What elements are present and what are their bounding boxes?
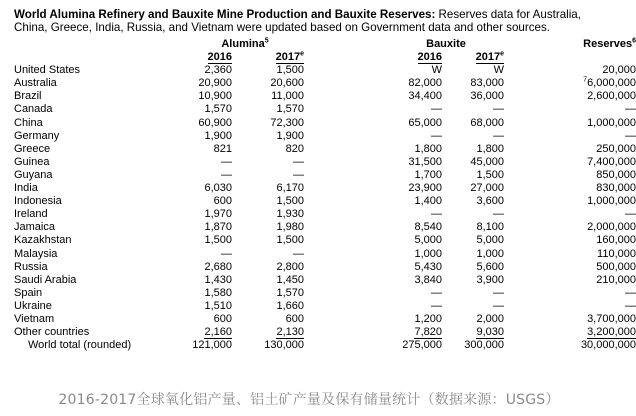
table-row [14, 130, 636, 143]
alumina-2017-cell: 20,600 [270, 77, 304, 90]
table-row [14, 169, 636, 182]
country-cell: India [14, 182, 38, 195]
alumina-2016-cell: 10,900 [198, 90, 232, 103]
table-row [14, 300, 636, 313]
country-cell: Guyana [14, 168, 53, 181]
bauxite-2017-cell: 27,000 [470, 182, 504, 195]
bauxite-2017-cell: — [493, 208, 504, 221]
bauxite-2017-cell: 3,900 [476, 273, 504, 286]
table-row [14, 103, 636, 116]
production-table [14, 38, 636, 352]
alumina-2016-cell: 1,510 [204, 299, 232, 312]
country-cell: Guinea [14, 155, 50, 168]
reserves-cell: 160,000 [596, 234, 636, 247]
alumina-2017-cell: 1,930 [276, 208, 304, 221]
document-page [14, 8, 636, 352]
country-cell: Indonesia [14, 195, 62, 208]
bauxite-2016-cell: 1,200 [414, 312, 442, 325]
alumina-2017-cell: — [293, 155, 304, 168]
reserves-header: Reserves$^6$ [583, 37, 636, 50]
country-cell: Vietnam [14, 312, 55, 325]
table-row [14, 64, 636, 77]
alumina-2017-cell: 1,500 [276, 234, 304, 247]
country-cell: Ukraine [14, 299, 52, 312]
reserves-cell: 20,000 [602, 64, 636, 77]
alumina-2016-header: 2016 [207, 51, 232, 64]
bauxite-2016-cell: 1,400 [414, 195, 442, 208]
bauxite-2016-cell: W [431, 64, 442, 77]
table-row [14, 182, 636, 195]
intro-text-line1: Reserves data for Australia, [435, 8, 581, 21]
bauxite-2016-cell: 1,000 [414, 247, 442, 260]
table-row [14, 77, 636, 90]
country-cell: Spain [14, 286, 43, 299]
alumina-2016-cell: 2,680 [204, 260, 232, 273]
table-row [14, 221, 636, 234]
bauxite-2016-cell: — [431, 286, 442, 299]
bauxite-2016-cell: 3,840 [414, 273, 442, 286]
figure-caption: 2016-2017全球氧化铝产量、铝土矿产量及保有储量统计（数据来源：USGS） [58, 392, 560, 408]
bauxite-2016-cell: 82,000 [408, 77, 442, 90]
alumina-2017-cell: 820 [285, 142, 304, 155]
alumina-2017-cell: 2,130 [276, 326, 304, 339]
alumina-2017-cell: 11,000 [271, 90, 304, 103]
alumina-2017-cell: 1,980 [276, 221, 304, 234]
country-cell: Other countries [14, 326, 90, 339]
table-row [14, 248, 636, 261]
alumina-2016-cell: 1,430 [204, 273, 232, 286]
country-cell: Germany [14, 129, 60, 142]
reserves-cell: — [625, 286, 636, 299]
alumina-2016-cell: — [221, 247, 232, 260]
alumina-2016-cell: 60,900 [198, 116, 232, 129]
alumina-2017-cell: 1,500 [276, 64, 304, 77]
bauxite-2017-cell: 36,000 [470, 90, 504, 103]
bauxite-2016-cell: 1,700 [414, 168, 442, 181]
alumina-2017-cell: 1,500 [276, 195, 304, 208]
table-row [14, 195, 636, 208]
alumina-2016-cell: 600 [213, 312, 232, 325]
bauxite-2017-header: 2017e [475, 50, 504, 64]
reserves-cell: — [625, 208, 636, 221]
bauxite-2016-cell: 5,430 [414, 260, 442, 273]
table-row [14, 261, 636, 274]
country-cell: United States [14, 64, 81, 77]
alumina-2017-cell: 600 [285, 312, 304, 325]
table-row [14, 90, 636, 103]
table-row [14, 143, 636, 156]
alumina-2017-cell: 1,900 [276, 129, 304, 142]
reserves-footnote-marker: 7 [583, 76, 588, 84]
reserves-cell: 1,000,000 [587, 195, 636, 208]
table-row [14, 234, 636, 247]
table-row [14, 156, 636, 169]
bauxite-2017-cell: 5,600 [476, 260, 504, 273]
bauxite-2016-cell: 34,400 [408, 90, 442, 103]
intro-text-line2: China, Greece, India, Russia, and Vietnam were updated based on Government data and other sources. [14, 21, 551, 34]
reserves-cell: 830,000 [596, 182, 636, 195]
alumina-2017-cell: 6,170 [276, 182, 304, 195]
bauxite-2017-cell: 45,000 [470, 155, 504, 168]
bauxite-2016-cell: 65,000 [408, 116, 442, 129]
table-row [14, 208, 636, 221]
alumina-2017-cell: 2,800 [276, 260, 304, 273]
reserves-cell: 2,000,000 [587, 221, 636, 234]
country-cell: Jamaica [14, 221, 55, 234]
bauxite-2017-cell: 5,000 [476, 234, 504, 247]
bauxite-2016-cell: 5,000 [414, 234, 442, 247]
country-cell: Australia [14, 77, 57, 90]
total-reserves: 30,000,000 [580, 339, 636, 352]
alumina-2016-cell: 2,160 [204, 326, 232, 339]
table-row [14, 117, 636, 130]
bauxite-2017-cell: 3,600 [476, 195, 504, 208]
total-bauxite-2017: 300,000 [464, 339, 504, 352]
reserves-cell: 500,000 [596, 260, 636, 273]
bauxite-2017-cell: W [493, 64, 504, 77]
bauxite-2017-cell: — [493, 103, 504, 116]
alumina-2017-cell: 1,660 [276, 299, 304, 312]
alumina-2016-cell: 600 [213, 195, 232, 208]
country-cell: Saudi Arabia [14, 273, 77, 286]
bauxite-header: Bauxite [426, 38, 466, 50]
alumina-2017-cell: 1,450 [276, 273, 304, 286]
bauxite-2017-cell: — [493, 299, 504, 312]
country-cell: Russia [14, 260, 48, 273]
country-cell: Brazil [14, 90, 42, 103]
bauxite-2016-cell: 1,800 [414, 142, 442, 155]
bauxite-2017-cell: 9,030 [476, 326, 504, 339]
reserves-cell: $^7$6,000,000 [583, 76, 636, 90]
year-header-row [14, 51, 636, 64]
bauxite-2017-cell: — [493, 286, 504, 299]
reserves-cell: 850,000 [596, 168, 636, 181]
alumina-2016-cell: 6,030 [204, 182, 232, 195]
reserves-cell: 3,200,000 [587, 326, 636, 339]
alumina-2016-cell: 1,580 [204, 286, 232, 299]
alumina-2016-cell: 821 [213, 142, 232, 155]
alumina-2017-cell: 1,570 [276, 103, 304, 116]
bauxite-2017-cell: 1,000 [476, 247, 504, 260]
total-alumina-2016: 121,000 [192, 339, 232, 352]
alumina-2016-cell: — [221, 155, 232, 168]
country-cell: Kazakhstan [14, 234, 72, 247]
bauxite-2017-cell: 83,000 [470, 77, 504, 90]
reserves-cell: — [625, 103, 636, 116]
bauxite-2017-cell: 1,800 [476, 142, 504, 155]
reserves-cell: 210,000 [596, 273, 636, 286]
bauxite-2016-header: 2016 [417, 51, 442, 64]
reserves-cell: 3,700,000 [587, 312, 636, 325]
country-cell: Greece [14, 142, 51, 155]
alumina-2016-cell: — [221, 168, 232, 181]
reserves-cell: 250,000 [596, 142, 636, 155]
alumina-2016-cell: 1,570 [204, 103, 232, 116]
alumina-2016-cell: 1,870 [204, 221, 232, 234]
alumina-2016-cell: 2,360 [204, 64, 232, 77]
table-body [14, 38, 636, 352]
bauxite-2016-cell: — [431, 129, 442, 142]
alumina-2017-cell: 72,300 [270, 116, 304, 129]
bauxite-2016-cell: — [431, 299, 442, 312]
bauxite-2016-cell: 23,900 [408, 182, 442, 195]
table-row [14, 287, 636, 300]
group-header-row [14, 38, 636, 51]
table-title: World Alumina Refinery and Bauxite Mine Production and Bauxite Reserves: [14, 8, 436, 21]
bauxite-2016-cell: — [431, 208, 442, 221]
table-intro [14, 8, 614, 34]
total-row [14, 339, 636, 352]
reserves-cell: 110,000 [597, 247, 636, 260]
country-cell: Canada [14, 103, 53, 116]
country-cell: China [14, 116, 43, 129]
country-cell: Ireland [14, 208, 48, 221]
reserves-cell: — [625, 299, 636, 312]
alumina-2017-header: 2017e [275, 50, 304, 64]
reserves-cell: — [625, 129, 636, 142]
total-label: World total (rounded) [28, 339, 132, 352]
alumina-2017-cell: — [293, 247, 304, 260]
bauxite-2016-cell: 7,820 [414, 326, 442, 339]
total-alumina-2017: 130,000 [264, 339, 304, 352]
total-bauxite-2016: 275,000 [402, 339, 442, 352]
alumina-2016-cell: 1,500 [204, 234, 232, 247]
alumina-2016-cell: 1,970 [204, 208, 232, 221]
bauxite-2017-cell: 68,000 [470, 116, 504, 129]
country-cell: Malaysia [14, 247, 58, 260]
bauxite-2017-cell: 8,100 [476, 221, 504, 234]
alumina-header: Alumina$^5$ [221, 37, 269, 50]
bauxite-2017-cell: 1,500 [476, 168, 504, 181]
reserves-cell: 1,000,000 [587, 116, 636, 129]
bauxite-2017-cell: 2,000 [476, 312, 504, 325]
alumina-2016-cell: 20,900 [198, 77, 232, 90]
table-row [14, 313, 636, 326]
table-row [14, 326, 636, 339]
bauxite-2016-cell: 8,540 [414, 221, 442, 234]
alumina-2017-cell: 1,570 [276, 286, 304, 299]
bauxite-2016-cell: 31,500 [408, 155, 442, 168]
table-row [14, 274, 636, 287]
alumina-2016-cell: 1,900 [204, 129, 232, 142]
reserves-cell: 7,400,000 [587, 155, 636, 168]
reserves-cell: 2,600,000 [587, 90, 636, 103]
bauxite-2017-cell: — [493, 129, 504, 142]
bauxite-2016-cell: — [431, 103, 442, 116]
alumina-2017-cell: — [293, 168, 304, 181]
